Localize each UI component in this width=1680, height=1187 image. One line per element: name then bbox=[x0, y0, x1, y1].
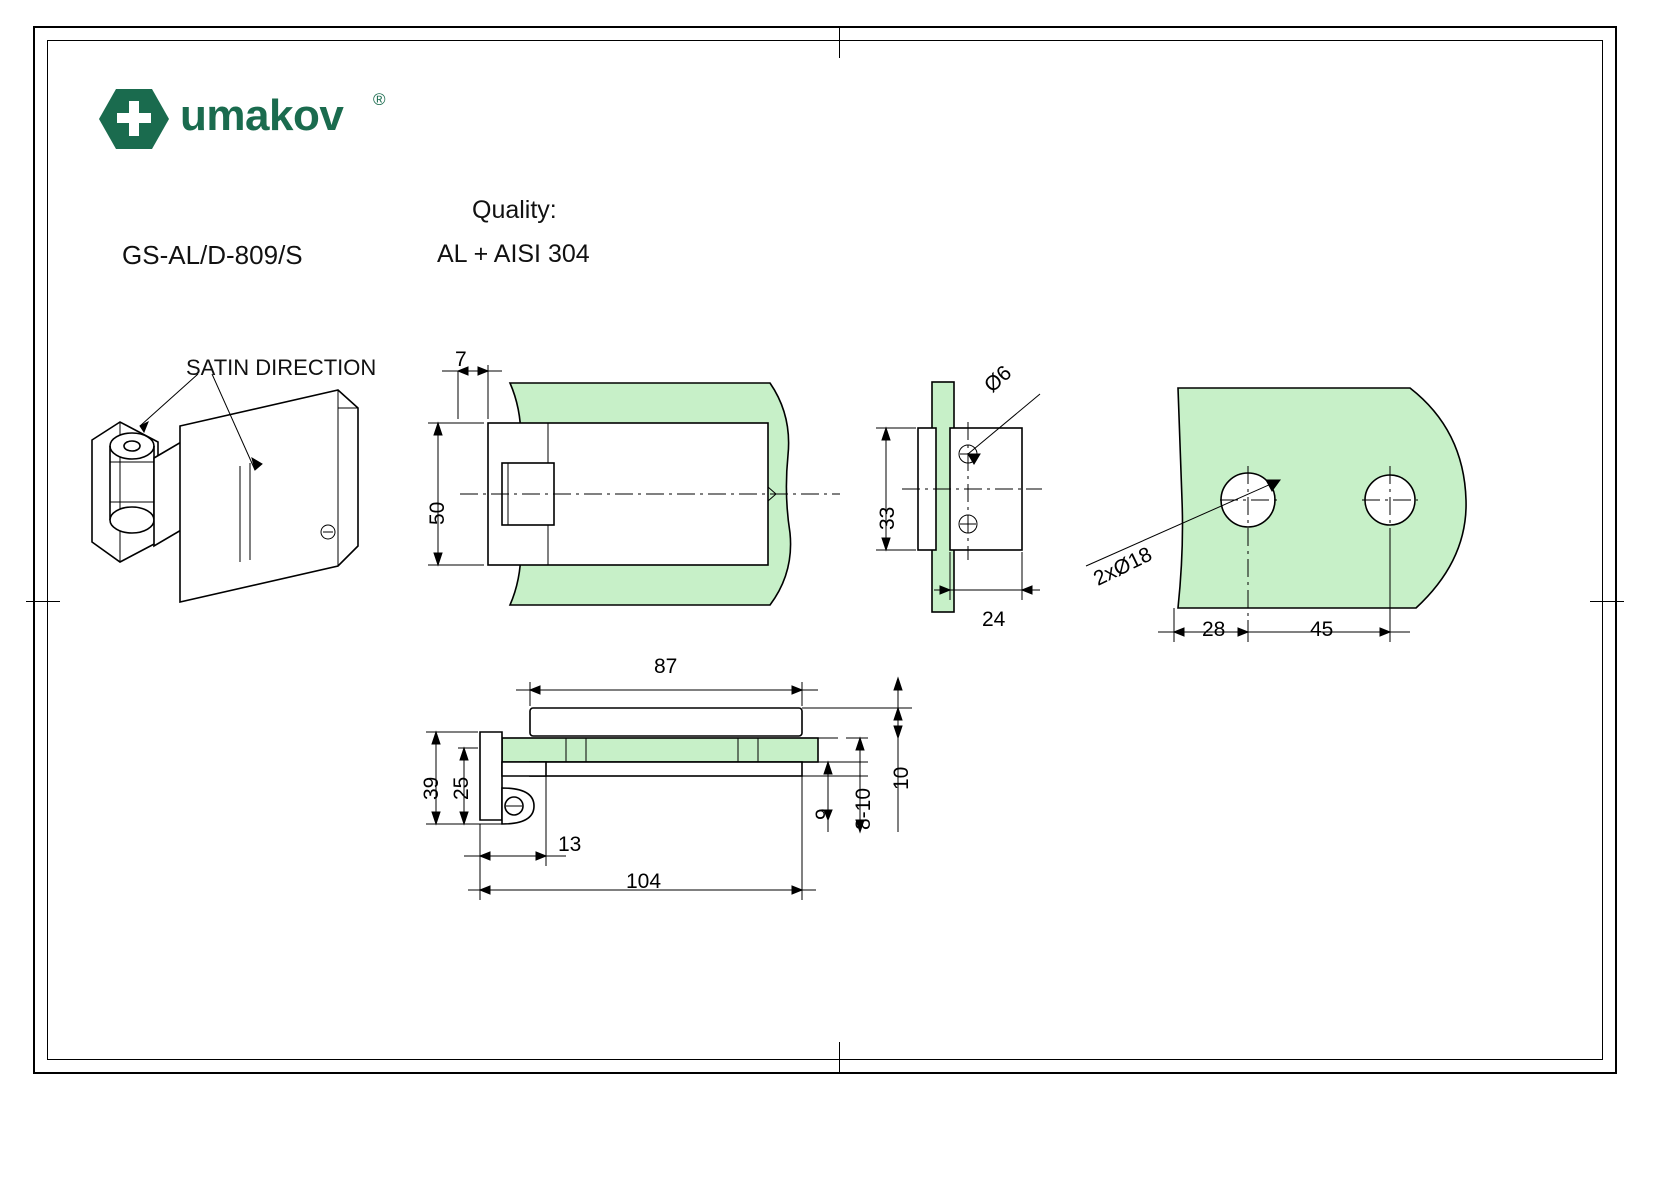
quality-value: AL + AISI 304 bbox=[437, 240, 590, 268]
brand-name: umakov bbox=[180, 91, 344, 140]
brand-logo bbox=[98, 88, 458, 148]
tick-left-center bbox=[26, 601, 60, 602]
dim-front-height: 50 bbox=[426, 501, 449, 525]
dim-hole-spacing: 45 bbox=[1310, 618, 1334, 641]
dim-top-height-39: 39 bbox=[420, 776, 443, 800]
front-view bbox=[440, 355, 860, 645]
dim-top-offset-13: 13 bbox=[558, 833, 582, 856]
tick-bottom-center bbox=[839, 1042, 840, 1074]
dim-top-gap-9: 9 bbox=[812, 808, 835, 820]
quality-label: Quality: bbox=[472, 196, 557, 224]
satin-direction-label: SATIN DIRECTION bbox=[186, 355, 377, 380]
dim-side-height: 33 bbox=[876, 506, 899, 530]
hexagon-cross-icon bbox=[98, 88, 170, 150]
dim-side-width: 24 bbox=[982, 608, 1006, 631]
dim-top-total-104: 104 bbox=[626, 870, 662, 893]
dim-top-height-25: 25 bbox=[450, 776, 473, 800]
dim-front-top-offset: 7 bbox=[455, 348, 467, 371]
dim-top-length: 87 bbox=[654, 655, 678, 678]
dim-top-plate-10: 10 bbox=[890, 766, 913, 790]
tick-top-center bbox=[839, 26, 840, 58]
tick-right-center bbox=[1590, 601, 1624, 602]
glass-drilling-view bbox=[1080, 370, 1500, 670]
top-section-view bbox=[420, 660, 960, 920]
dim-glass-thickness: 8-10 bbox=[852, 787, 875, 830]
registered-mark: ® bbox=[373, 90, 386, 109]
dim-glass-holes: 2xØ18 bbox=[1090, 542, 1156, 591]
product-code: GS-AL/D-809/S bbox=[122, 240, 303, 270]
dim-hole-diameter: Ø6 bbox=[980, 361, 1017, 398]
dim-edge-to-hole: 28 bbox=[1202, 618, 1226, 641]
